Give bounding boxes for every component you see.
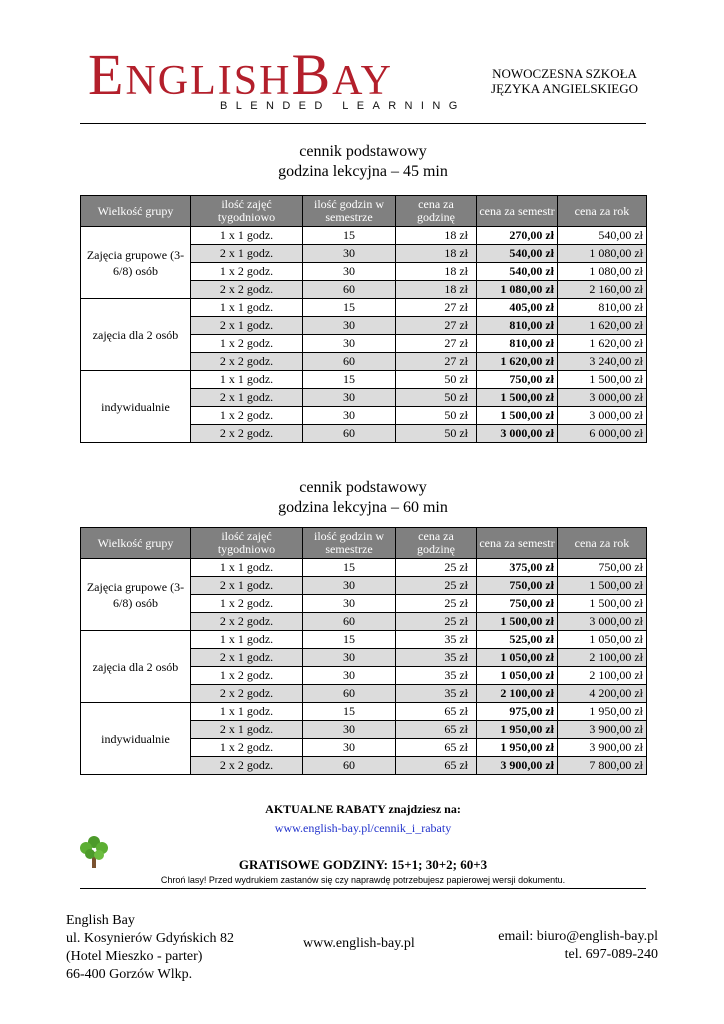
yearly-price-cell: 2 160,00 zł (558, 281, 647, 299)
semester-price-cell: 750,00 zł (477, 595, 558, 613)
table-row (81, 371, 647, 389)
semester-price-cell: 750,00 zł (477, 371, 558, 389)
logo-wordmark: ENGLISHBAY (88, 42, 393, 107)
eco-note: Chroń lasy! Przed wydrukiem zastanów się czy naprawdę potrzebujesz papierowej wersji dokumentu. (160, 875, 566, 885)
hours-cell: 30 (303, 739, 396, 757)
yearly-price-cell: 3 900,00 zł (558, 721, 647, 739)
hourly-price-cell: 25 zł (396, 559, 477, 577)
sessions-cell: 2 x 1 godz. (191, 577, 303, 595)
table-row (81, 559, 647, 577)
yearly-price-cell: 3 900,00 zł (558, 739, 647, 757)
semester-price-cell: 1 620,00 zł (477, 353, 558, 371)
hours-cell: 30 (303, 245, 396, 263)
hourly-price-cell: 27 zł (396, 335, 477, 353)
sessions-cell: 1 x 2 godz. (191, 335, 303, 353)
hours-cell: 15 (303, 227, 396, 245)
address-block (66, 912, 234, 984)
semester-price-cell: 3 000,00 zł (477, 425, 558, 443)
table-row (81, 299, 647, 317)
header-divider (80, 123, 646, 124)
yearly-price-cell: 1 620,00 zł (558, 335, 647, 353)
hours-cell: 30 (303, 577, 396, 595)
semester-price-cell: 1 050,00 zł (477, 649, 558, 667)
table-row (81, 227, 647, 245)
hours-cell: 30 (303, 317, 396, 335)
semester-price-cell: 750,00 zł (477, 577, 558, 595)
address-line: ul. Kosynierów Gdyńskich 82 (66, 931, 234, 946)
yearly-price-cell: 750,00 zł (558, 559, 647, 577)
logo (88, 42, 466, 116)
yearly-price-cell: 2 100,00 zł (558, 667, 647, 685)
yearly-price-cell: 6 000,00 zł (558, 425, 647, 443)
table-1-title: cennik podstawowy (299, 143, 427, 160)
hourly-price-cell: 35 zł (396, 649, 477, 667)
hourly-price-cell: 35 zł (396, 685, 477, 703)
email[interactable]: email: biuro@english-bay.pl (498, 929, 658, 944)
sessions-cell: 1 x 1 godz. (191, 371, 303, 389)
hours-cell: 30 (303, 649, 396, 667)
website-link[interactable]: www.english-bay.pl (303, 936, 415, 951)
hours-cell: 30 (303, 667, 396, 685)
column-header: cena za semestr (477, 196, 558, 227)
column-header: ilość zajęć tygodniowo (191, 196, 303, 227)
price-table-60min (80, 527, 647, 775)
discounts-link[interactable]: www.english-bay.pl/cennik_i_rabaty (274, 821, 452, 835)
table-2-subtitle: godzina lekcyjna – 60 min (278, 499, 448, 516)
hours-cell: 30 (303, 263, 396, 281)
sessions-cell: 2 x 2 godz. (191, 757, 303, 775)
sessions-cell: 1 x 2 godz. (191, 263, 303, 281)
yearly-price-cell: 540,00 zł (558, 227, 647, 245)
hourly-price-cell: 18 zł (396, 227, 477, 245)
table-header-row (81, 528, 647, 559)
semester-price-cell: 270,00 zł (477, 227, 558, 245)
column-header: cena za rok (558, 196, 647, 227)
semester-price-cell: 1 500,00 zł (477, 407, 558, 425)
semester-price-cell: 1 050,00 zł (477, 667, 558, 685)
hourly-price-cell: 50 zł (396, 425, 477, 443)
yearly-price-cell: 1 500,00 zł (558, 595, 647, 613)
semester-price-cell: 405,00 zł (477, 299, 558, 317)
hourly-price-cell: 65 zł (396, 703, 477, 721)
footer-divider (80, 888, 646, 889)
hourly-price-cell: 35 zł (396, 667, 477, 685)
hourly-price-cell: 27 zł (396, 353, 477, 371)
table-row (81, 631, 647, 649)
yearly-price-cell: 2 100,00 zł (558, 649, 647, 667)
price-table-45min (80, 195, 647, 443)
sessions-cell: 2 x 1 godz. (191, 245, 303, 263)
yearly-price-cell: 4 200,00 zł (558, 685, 647, 703)
hourly-price-cell: 18 zł (396, 281, 477, 299)
column-header: cena za semestr (477, 528, 558, 559)
sessions-cell: 2 x 1 godz. (191, 649, 303, 667)
group-name-cell: zajęcia dla 2 osób (81, 299, 191, 371)
group-name-cell: Zajęcia grupowe (3-6/8) osób (81, 559, 191, 631)
hours-cell: 60 (303, 281, 396, 299)
sessions-cell: 1 x 2 godz. (191, 407, 303, 425)
yearly-price-cell: 3 000,00 zł (558, 389, 647, 407)
hours-cell: 60 (303, 757, 396, 775)
sessions-cell: 1 x 1 godz. (191, 299, 303, 317)
semester-price-cell: 1 080,00 zł (477, 281, 558, 299)
yearly-price-cell: 3 000,00 zł (558, 407, 647, 425)
semester-price-cell: 3 900,00 zł (477, 757, 558, 775)
table-2-title: cennik podstawowy (299, 479, 427, 496)
table-1-subtitle: godzina lekcyjna – 45 min (278, 163, 448, 180)
hours-cell: 30 (303, 721, 396, 739)
tagline (491, 66, 638, 96)
sessions-cell: 1 x 1 godz. (191, 703, 303, 721)
hours-cell: 60 (303, 685, 396, 703)
hourly-price-cell: 25 zł (396, 595, 477, 613)
semester-price-cell: 525,00 zł (477, 631, 558, 649)
sessions-cell: 1 x 1 godz. (191, 227, 303, 245)
hourly-price-cell: 18 zł (396, 245, 477, 263)
sessions-cell: 2 x 1 godz. (191, 721, 303, 739)
hourly-price-cell: 50 zł (396, 407, 477, 425)
semester-price-cell: 2 100,00 zł (477, 685, 558, 703)
column-header: ilość godzin w semestrze (303, 196, 396, 227)
hourly-price-cell: 65 zł (396, 739, 477, 757)
discounts-title: AKTUALNE RABATY znajdziesz na: (265, 802, 461, 816)
sessions-cell: 1 x 2 godz. (191, 595, 303, 613)
phone: tel. 697-089-240 (564, 947, 658, 962)
yearly-price-cell: 1 500,00 zł (558, 371, 647, 389)
column-header: cena za rok (558, 528, 647, 559)
hourly-price-cell: 25 zł (396, 577, 477, 595)
hourly-price-cell: 18 zł (396, 263, 477, 281)
hours-cell: 30 (303, 595, 396, 613)
sessions-cell: 2 x 1 godz. (191, 389, 303, 407)
sessions-cell: 1 x 2 godz. (191, 667, 303, 685)
table-1-heading (80, 142, 646, 182)
semester-price-cell: 1 500,00 zł (477, 389, 558, 407)
address-line: (Hotel Mieszko - parter) (66, 949, 203, 964)
hours-cell: 15 (303, 631, 396, 649)
yearly-price-cell: 1 950,00 zł (558, 703, 647, 721)
hourly-price-cell: 65 zł (396, 721, 477, 739)
table-header-row (81, 196, 647, 227)
hours-cell: 30 (303, 407, 396, 425)
free-hours: GRATISOWE GODZINY: 15+1; 30+2; 60+3 (238, 857, 488, 872)
hours-cell: 60 (303, 353, 396, 371)
column-header: ilość godzin w semestrze (303, 528, 396, 559)
hours-cell: 60 (303, 425, 396, 443)
address-line: 66-400 Gorzów Wlkp. (66, 967, 193, 982)
address-line: English Bay (66, 913, 135, 928)
yearly-price-cell: 7 800,00 zł (558, 757, 647, 775)
group-name-cell: zajęcia dla 2 osób (81, 631, 191, 703)
column-header: cena za godzinę (396, 528, 477, 559)
hourly-price-cell: 27 zł (396, 317, 477, 335)
hours-cell: 15 (303, 559, 396, 577)
sessions-cell: 1 x 1 godz. (191, 559, 303, 577)
tagline-line-1: NOWOCZESNA SZKOŁA (492, 66, 637, 81)
column-header: ilość zajęć tygodniowo (191, 528, 303, 559)
column-header: Wielkość grupy (81, 196, 191, 227)
hourly-price-cell: 27 zł (396, 299, 477, 317)
semester-price-cell: 1 950,00 zł (477, 739, 558, 757)
semester-price-cell: 1 950,00 zł (477, 721, 558, 739)
yearly-price-cell: 1 080,00 zł (558, 263, 647, 281)
contact-block (498, 928, 658, 964)
group-name-cell: Zajęcia grupowe (3-6/8) osób (81, 227, 191, 299)
sessions-cell: 1 x 2 godz. (191, 739, 303, 757)
hours-cell: 15 (303, 371, 396, 389)
column-header: Wielkość grupy (81, 528, 191, 559)
column-header: cena za godzinę (396, 196, 477, 227)
semester-price-cell: 540,00 zł (477, 245, 558, 263)
sessions-cell: 2 x 1 godz. (191, 317, 303, 335)
hourly-price-cell: 50 zł (396, 389, 477, 407)
group-name-cell: indywidualnie (81, 371, 191, 443)
semester-price-cell: 810,00 zł (477, 335, 558, 353)
sessions-cell: 2 x 2 godz. (191, 353, 303, 371)
yearly-price-cell: 810,00 zł (558, 299, 647, 317)
table-2-heading (80, 478, 646, 518)
yearly-price-cell: 1 620,00 zł (558, 317, 647, 335)
semester-price-cell: 975,00 zł (477, 703, 558, 721)
yearly-price-cell: 3 000,00 zł (558, 613, 647, 631)
semester-price-cell: 1 500,00 zł (477, 613, 558, 631)
hours-cell: 15 (303, 299, 396, 317)
sessions-cell: 2 x 2 godz. (191, 613, 303, 631)
yearly-price-cell: 1 500,00 zł (558, 577, 647, 595)
yearly-price-cell: 3 240,00 zł (558, 353, 647, 371)
yearly-price-cell: 1 080,00 zł (558, 245, 647, 263)
hourly-price-cell: 25 zł (396, 613, 477, 631)
logo-subtitle: BLENDED LEARNING (220, 100, 466, 112)
hours-cell: 30 (303, 389, 396, 407)
hours-cell: 60 (303, 613, 396, 631)
hours-cell: 30 (303, 335, 396, 353)
yearly-price-cell: 1 050,00 zł (558, 631, 647, 649)
hourly-price-cell: 50 zł (396, 371, 477, 389)
semester-price-cell: 810,00 zł (477, 317, 558, 335)
sessions-cell: 2 x 2 godz. (191, 425, 303, 443)
group-name-cell: indywidualnie (81, 703, 191, 775)
tagline-line-2: JĘZYKA ANGIELSKIEGO (491, 81, 638, 96)
sessions-cell: 1 x 1 godz. (191, 631, 303, 649)
semester-price-cell: 540,00 zł (477, 263, 558, 281)
hours-cell: 15 (303, 703, 396, 721)
hourly-price-cell: 35 zł (396, 631, 477, 649)
hourly-price-cell: 65 zł (396, 757, 477, 775)
table-row (81, 703, 647, 721)
sessions-cell: 2 x 2 godz. (191, 281, 303, 299)
semester-price-cell: 375,00 zł (477, 559, 558, 577)
sessions-cell: 2 x 2 godz. (191, 685, 303, 703)
